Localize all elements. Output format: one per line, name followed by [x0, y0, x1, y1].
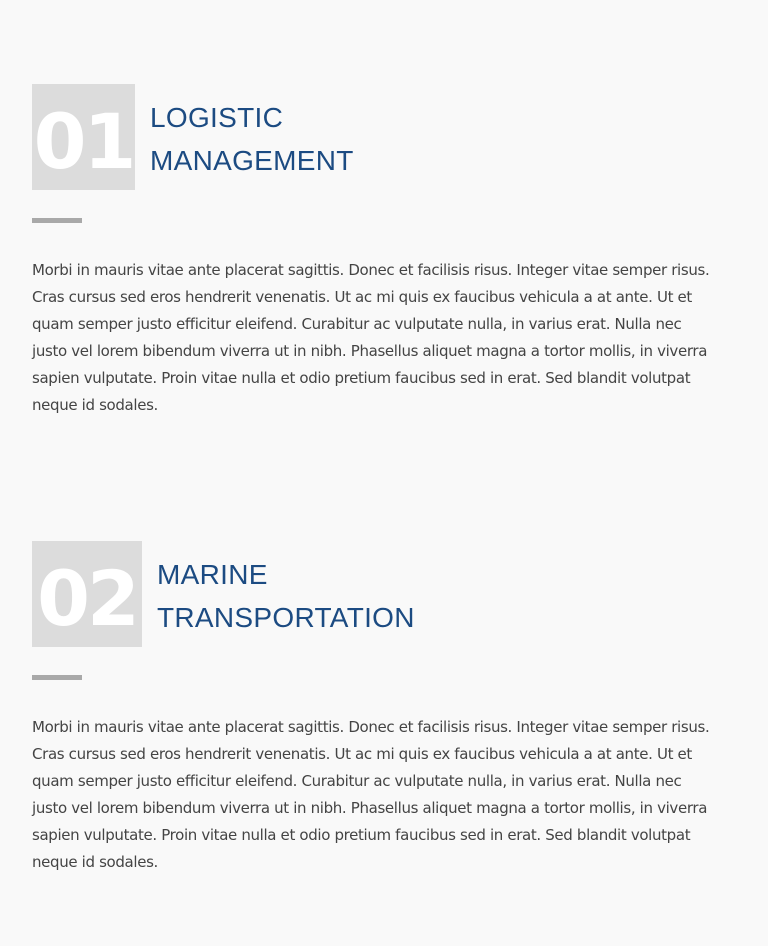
- feature-header: [32, 541, 736, 647]
- feature-description-line: neque id sodales.: [32, 853, 158, 871]
- feature-description-line: Cras cursus sed eros hendrerit venenatis. Ut ac mi quis ex faucibus vehicula a at ante. Ut et: [32, 745, 692, 763]
- feature-title: [150, 96, 354, 182]
- feature-number-box: [32, 84, 135, 190]
- feature-number: 01: [33, 97, 134, 186]
- feature-title: [157, 553, 415, 639]
- feature-header: [32, 84, 736, 190]
- feature-number-box: [32, 541, 142, 647]
- feature-divider: [32, 218, 82, 223]
- feature-description-line: Morbi in mauris vitae ante placerat sagittis. Donec et facilisis risus. Integer vitae semper risus.: [32, 261, 710, 279]
- feature-description-line: quam semper justo efficitur eleifend. Curabitur ac vulputate nulla, in varius erat. Nulla nec: [32, 315, 682, 333]
- feature-description-line: neque id sodales.: [32, 396, 158, 414]
- feature-description: [32, 714, 736, 876]
- feature-marine-transportation: [32, 541, 736, 876]
- feature-title-line: LOGISTIC: [150, 102, 284, 133]
- feature-description-line: quam semper justo efficitur eleifend. Curabitur ac vulputate nulla, in varius erat. Nulla nec: [32, 772, 682, 790]
- feature-description-line: justo vel lorem bibendum viverra ut in nibh. Phasellus aliquet magna a tortor mollis, in viverra: [32, 799, 708, 817]
- feature-divider: [32, 675, 82, 680]
- feature-title-line: MANAGEMENT: [150, 145, 354, 176]
- feature-description-line: Cras cursus sed eros hendrerit venenatis. Ut ac mi quis ex faucibus vehicula a at ante. Ut et: [32, 288, 692, 306]
- feature-logistic-management: [32, 84, 736, 419]
- feature-title-line: MARINE: [157, 559, 268, 590]
- feature-title-line: TRANSPORTATION: [157, 602, 415, 633]
- feature-description-line: Morbi in mauris vitae ante placerat sagittis. Donec et facilisis risus. Integer vitae semper risus.: [32, 718, 710, 736]
- feature-description-line: sapien vulputate. Proin vitae nulla et odio pretium faucibus sed in erat. Sed blandit volutpat: [32, 369, 691, 387]
- feature-description-line: justo vel lorem bibendum viverra ut in nibh. Phasellus aliquet magna a tortor mollis, in viverra: [32, 342, 708, 360]
- feature-description: [32, 257, 736, 419]
- feature-number: 02: [37, 554, 137, 643]
- feature-description-line: sapien vulputate. Proin vitae nulla et odio pretium faucibus sed in erat. Sed blandit volutpat: [32, 826, 691, 844]
